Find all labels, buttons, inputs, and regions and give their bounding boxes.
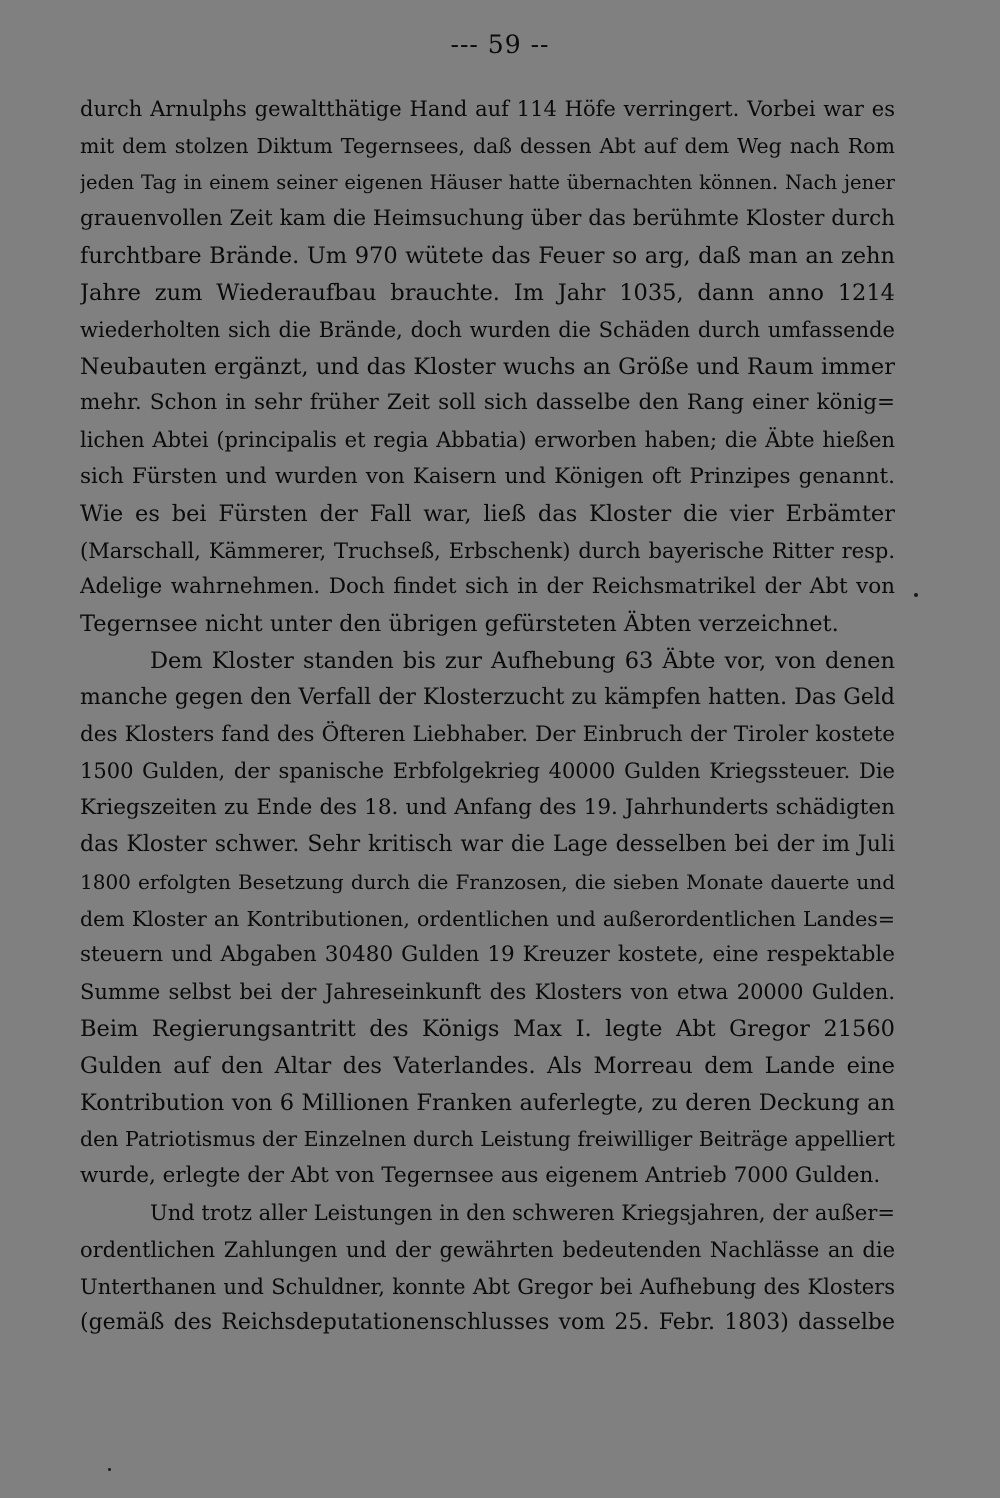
text-line: Tegernsee nicht unter den übrigen gefürsteten Äbten verzeichnet. xyxy=(80,611,839,638)
text-line: manche gegen den Verfall der Klosterzucht zu kämpfen hatten. Das Geld xyxy=(80,684,895,710)
text-line: jeden Tag in einem seiner eigenen Häuser hatte übernachten können. Nach jener xyxy=(80,170,895,194)
text-line: wiederholten sich die Brände, doch wurden die Schäden durch umfassende xyxy=(80,317,895,342)
text-line: mit dem stolzen Diktum Tegernsees, daß dessen Abt auf dem Weg nach Rom xyxy=(80,133,895,158)
text-line: des Klosters fand des Öfteren Liebhaber. Der Einbruch der Tiroler kostete xyxy=(80,721,895,747)
text-line: wurde, erlegte der Abt von Tegernsee aus eigenem Antrieb 7000 Gulden. xyxy=(80,1163,881,1189)
text-line: das Kloster schwer. Sehr kritisch war die Lage desselben bei der im Juli xyxy=(80,831,895,857)
text-line: grauenvollen Zeit kam die Heimsuchung über das berühmte Kloster durch xyxy=(80,206,895,232)
text-line: durch Arnulphs gewaltthätige Hand auf 114 Höfe verringert. Vorbei war es xyxy=(80,97,895,121)
text-line: Wie es bei Fürsten der Fall war, ließ das Kloster die vier Erbämter xyxy=(80,500,895,527)
margin-speck xyxy=(108,1468,111,1471)
text-line: ordentlichen Zahlungen und der gewährten bedeutenden Nachlässe an die xyxy=(80,1237,895,1262)
text-line: furchtbare Brände. Um 970 wütete das Feuer so arg, daß man an zehn xyxy=(80,243,895,270)
text-line: Unterthanen und Schuldner, konnte Abt Gregor bei Aufhebung des Klosters xyxy=(80,1274,895,1299)
text-line: Adelige wahrnehmen. Doch findet sich in der Reichsmatrikel der Abt von xyxy=(80,574,895,600)
text-line: dem Kloster an Kontributionen, ordentlichen und außerordentlichen Landes= xyxy=(80,906,895,931)
page-number: --- 59 -- xyxy=(450,30,550,59)
text-line: 1800 erfolgten Besetzung durch die Franzosen, die sieben Monate dauerte und xyxy=(80,869,895,894)
text-line: lichen Abtei (principalis et regia Abbatia) erworben haben; die Äbte hießen xyxy=(80,428,895,453)
text-line: Dem Kloster standen bis zur Aufhebung 63 Äbte vor, von denen xyxy=(150,647,895,674)
text-line: Beim Regierungsantritt des Königs Max I. legte Abt Gregor 21560 xyxy=(80,1015,895,1042)
text-line: Kontribution von 6 Millionen Franken auferlegte, zu deren Deckung an xyxy=(80,1089,895,1116)
text-line: Neubauten ergänzt, und das Kloster wuchs an Größe und Raum immer xyxy=(80,353,895,380)
text-line: mehr. Schon in sehr früher Zeit soll sich dasselbe den Rang einer könig= xyxy=(80,390,895,416)
text-line: Kriegszeiten zu Ende des 18. und Anfang des 19. Jahrhunderts schädigten xyxy=(80,795,895,821)
text-line: steuern und Abgaben 30480 Gulden 19 Kreuzer kostete, eine respektable xyxy=(80,942,895,968)
body-text xyxy=(80,91,895,1342)
text-line: 1500 Gulden, der spanische Erbfolgekrieg 40000 Gulden Kriegssteuer. Die xyxy=(80,759,895,784)
text-line: Und trotz aller Leistungen in den schweren Kriegsjahren, der außer= xyxy=(150,1200,895,1225)
text-line: (Marschall, Kämmerer, Truchseß, Erbschenk) durch bayerische Ritter resp. xyxy=(80,538,895,563)
text-line: Jahre zum Wiederaufbau brauchte. Im Jahr 1035, dann anno 1214 xyxy=(80,279,895,306)
text-line: sich Fürsten und wurden von Kaisern und Königen oft Prinzipes genannt. xyxy=(80,463,895,489)
text-line: Summe selbst bei der Jahreseinkunft des Klosters von etwa 20000 Gulden. xyxy=(80,980,895,1005)
text-line: den Patriotismus der Einzelnen durch Leistung freiwilliger Beiträge appelliert xyxy=(80,1127,895,1152)
margin-speck xyxy=(914,593,918,597)
text-line: Gulden auf den Altar des Vaterlandes. Als Morreau dem Lande eine xyxy=(80,1052,895,1079)
text-line: (gemäß des Reichsdeputationenschlusses vom 25. Febr. 1803) dasselbe xyxy=(80,1310,895,1336)
